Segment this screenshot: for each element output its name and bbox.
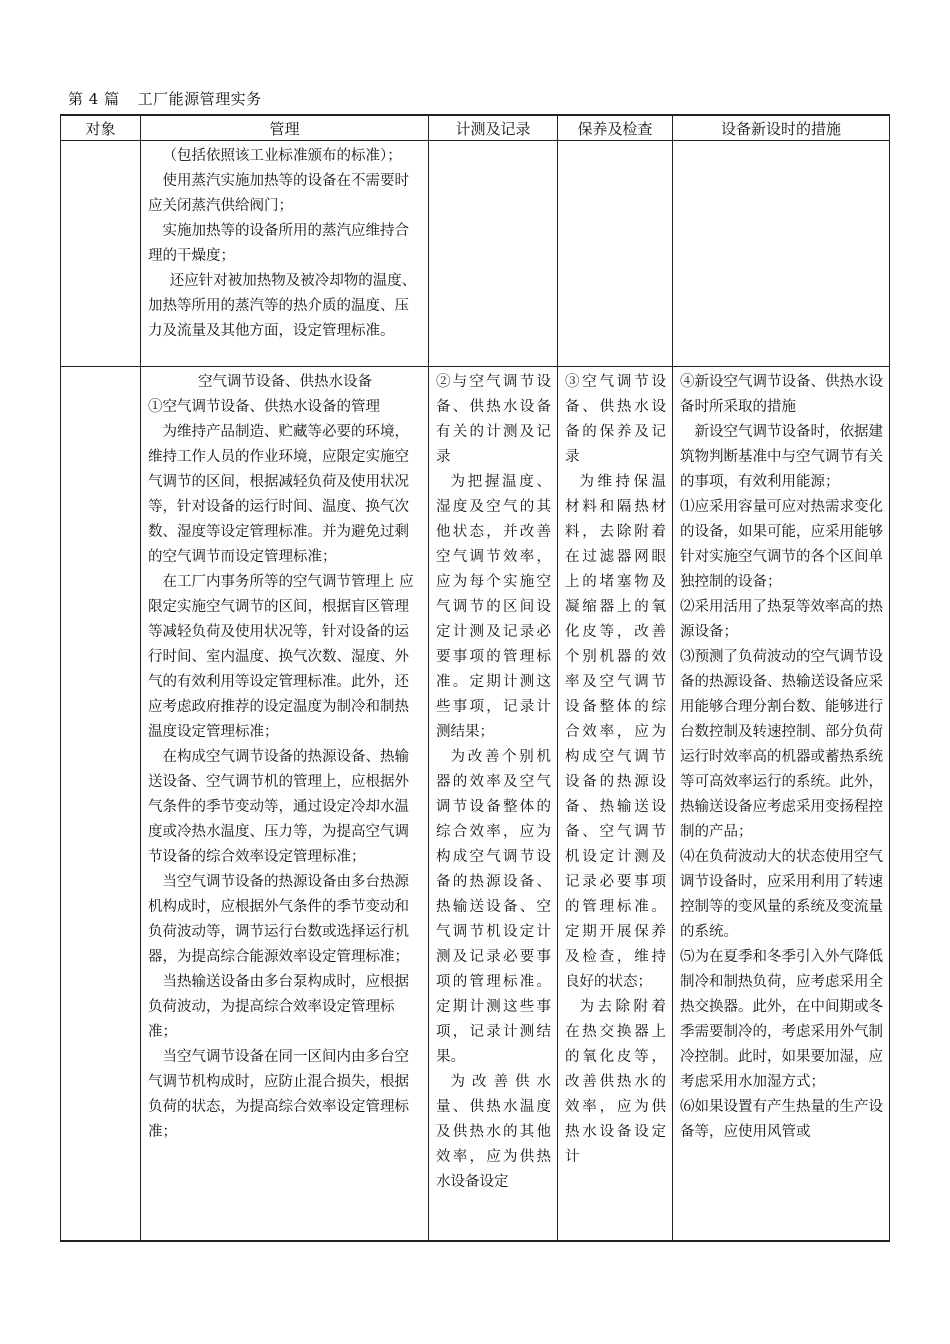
- page-header: [68, 88, 262, 109]
- paragraph: 当热输送设备由多台泵构成时，应根据负荷波动，为提高综合效率设定管理标准；: [148, 974, 409, 1040]
- column-header-management: 管理: [141, 115, 429, 141]
- management-table: [60, 114, 890, 1242]
- subsection-heading: ③空气调节设备、供热水设备的保养及记录: [565, 374, 666, 465]
- object-cell: [61, 141, 141, 367]
- management-cell: [141, 367, 429, 1242]
- subsection-heading: ②与空气调节设备、供热水设备有关的计测及记录: [436, 374, 551, 465]
- paragraph: 在工厂内事务所等的空气调节管理上 应限定实施空气调节的区间，根据盲区管理等减轻负荷及使用状况等，针对设备的运行时间、室内温度、换气次数、湿度、外气的有效利用等设定管理标准。此外，还应考虑政府推荐的设定温度为制冷和制热温度设定管理标准；: [148, 574, 414, 740]
- new-equipment-cell: [673, 367, 890, 1242]
- column-header-object: 对象: [61, 115, 141, 141]
- paragraph: 当空气调节设备的热源设备由多台热源机构成时，应根据外气条件的季节变动和负荷波动等，调节运行台数或选择运行机器，为提高综合能源效率设定管理标准；: [148, 874, 409, 965]
- maintenance-cell: [558, 367, 673, 1242]
- chapter-title: 工厂能源管理实务: [137, 90, 262, 108]
- paragraph: 为改善供水量、供热水温度及供热水的其他效率，应为供热水设备设定: [436, 1074, 551, 1190]
- section-heading: 空气调节设备、供热水设备: [198, 374, 372, 390]
- measurement-cell: [429, 141, 558, 367]
- list-item: ⑶预测了负荷波动的空气调节设备的热源设备、热输送设备应采用能够合理分割台数、能够进行台数控制及转速控制、部分负荷运行时效率高的机器或蓄热系统等可高效率运行的系统。此外，热输送设备应考虑采用变扬程控制的产品；: [680, 649, 883, 840]
- list-item: ⑵采用活用了热泵等效率高的热源设备；: [680, 599, 883, 640]
- paragraph: 为去除附着在热交换器上的氧化皮等，改善供热水的效率，应为供热水设备设定计: [565, 999, 666, 1165]
- paragraph: 使用蒸汽实施加热等的设备在不需要时应关闭蒸汽供给阀门；: [148, 173, 409, 214]
- paragraph: 新设空气调节设备时，依据建筑物判断基准中与空气调节有关的事项，有效利用能源；: [680, 424, 883, 490]
- list-item: ⑹如果设置有产生热量的生产设备等，应使用风管或: [680, 1099, 883, 1140]
- paragraph: 实施加热等的设备所用的蒸汽应维持合理的干燥度；: [148, 223, 409, 264]
- management-cell: [141, 141, 429, 367]
- list-item: ⑴应采用容量可应对热需求变化的设备，如果可能，应采用能够针对实施空气调节的各个区间单独控制的设备；: [680, 499, 883, 590]
- maintenance-cell: [558, 141, 673, 367]
- table-row: [61, 367, 890, 1242]
- paragraph: 为把握温度、湿度及空气的其他状态，并改善空气调节效率，应为每个实施空气调节的区间设定计测及记录必要事项的管理标准。定期计测这些事项，记录计测结果；: [436, 474, 551, 740]
- table-row: [61, 141, 890, 367]
- chapter-number: 第 4 篇: [68, 90, 120, 108]
- paragraph: 为维持产品制造、贮藏等必要的环境，维持工作人员的作业环境，应限定实施空气调节的区间，根据减轻负荷及使用状况等，针对设备的运行时间、温度、换气次数、湿度等设定管理标准。并为避免过剩的空气调节而设定管理标准；: [148, 424, 409, 565]
- paragraph: 在构成空气调节设备的热源设备、热输送设备、空气调节机的管理上，应根据外气条件的季节变动等，通过设定冷却水温度或冷热水温度、压力等，为提高空气调节设备的综合效率设定管理标准；: [148, 749, 409, 865]
- measurement-cell: [429, 367, 558, 1242]
- paragraph: 为维持保温材料和隔热材料，去除附着在过滤器网眼上的堵塞物及凝缩器上的氧化皮等，改善个别机器的效率及空气调节设备整体的综合效率，应为构成空气调节设备的热源设备、热输送设备、空气调节机设定计测及记录必要事项的管理标准。定期开展保养及检查，维持良好的状态；: [565, 474, 666, 990]
- list-item: ⑸为在夏季和冬季引入外气降低制冷和制热负荷，应考虑采用全热交换器。此外，在中间期或冬季需要制冷的，考虑采用外气制冷控制。此时，如果要加湿，应考虑采用水加湿方式；: [680, 949, 883, 1090]
- paragraph: 为改善个别机器的效率及空气调节设备整体的综合效率，应为构成空气调节设备的热源设备、热输送设备、空气调节机设定计测及记录必要事项的管理标准。定期计测这些事项，记录计测结果。: [436, 749, 551, 1065]
- object-cell: [61, 367, 141, 1242]
- subsection-heading: ①空气调节设备、供热水设备的管理: [148, 399, 380, 415]
- column-header-new-equipment: 设备新设时的措施: [673, 115, 890, 141]
- paragraph: 当空气调节设备在同一区间内由多台空气调节机构成时，应防止混合损失，根据负荷的状态，为提高综合效率设定管理标准；: [148, 1049, 409, 1140]
- column-header-maintenance: 保养及检查: [558, 115, 673, 141]
- column-header-measurement: 计测及记录: [429, 115, 558, 141]
- subsection-heading: ④新设空气调节设备、供热水设备时所采取的措施: [680, 374, 883, 415]
- paragraph: （包括依照该工业标准颁布的标准）；: [162, 148, 402, 164]
- paragraph: 还应针对被加热物及被冷却物的温度、加热等所用的蒸汽等的热介质的温度、压力及流量及其他方面，设定管理标准。: [148, 273, 417, 339]
- new-equipment-cell: [673, 141, 890, 367]
- table-header-row: [61, 115, 890, 141]
- list-item: ⑷在负荷波动大的状态使用空气调节设备时，应采用利用了转速控制等的变风量的系统及变流量的系统。: [680, 849, 883, 940]
